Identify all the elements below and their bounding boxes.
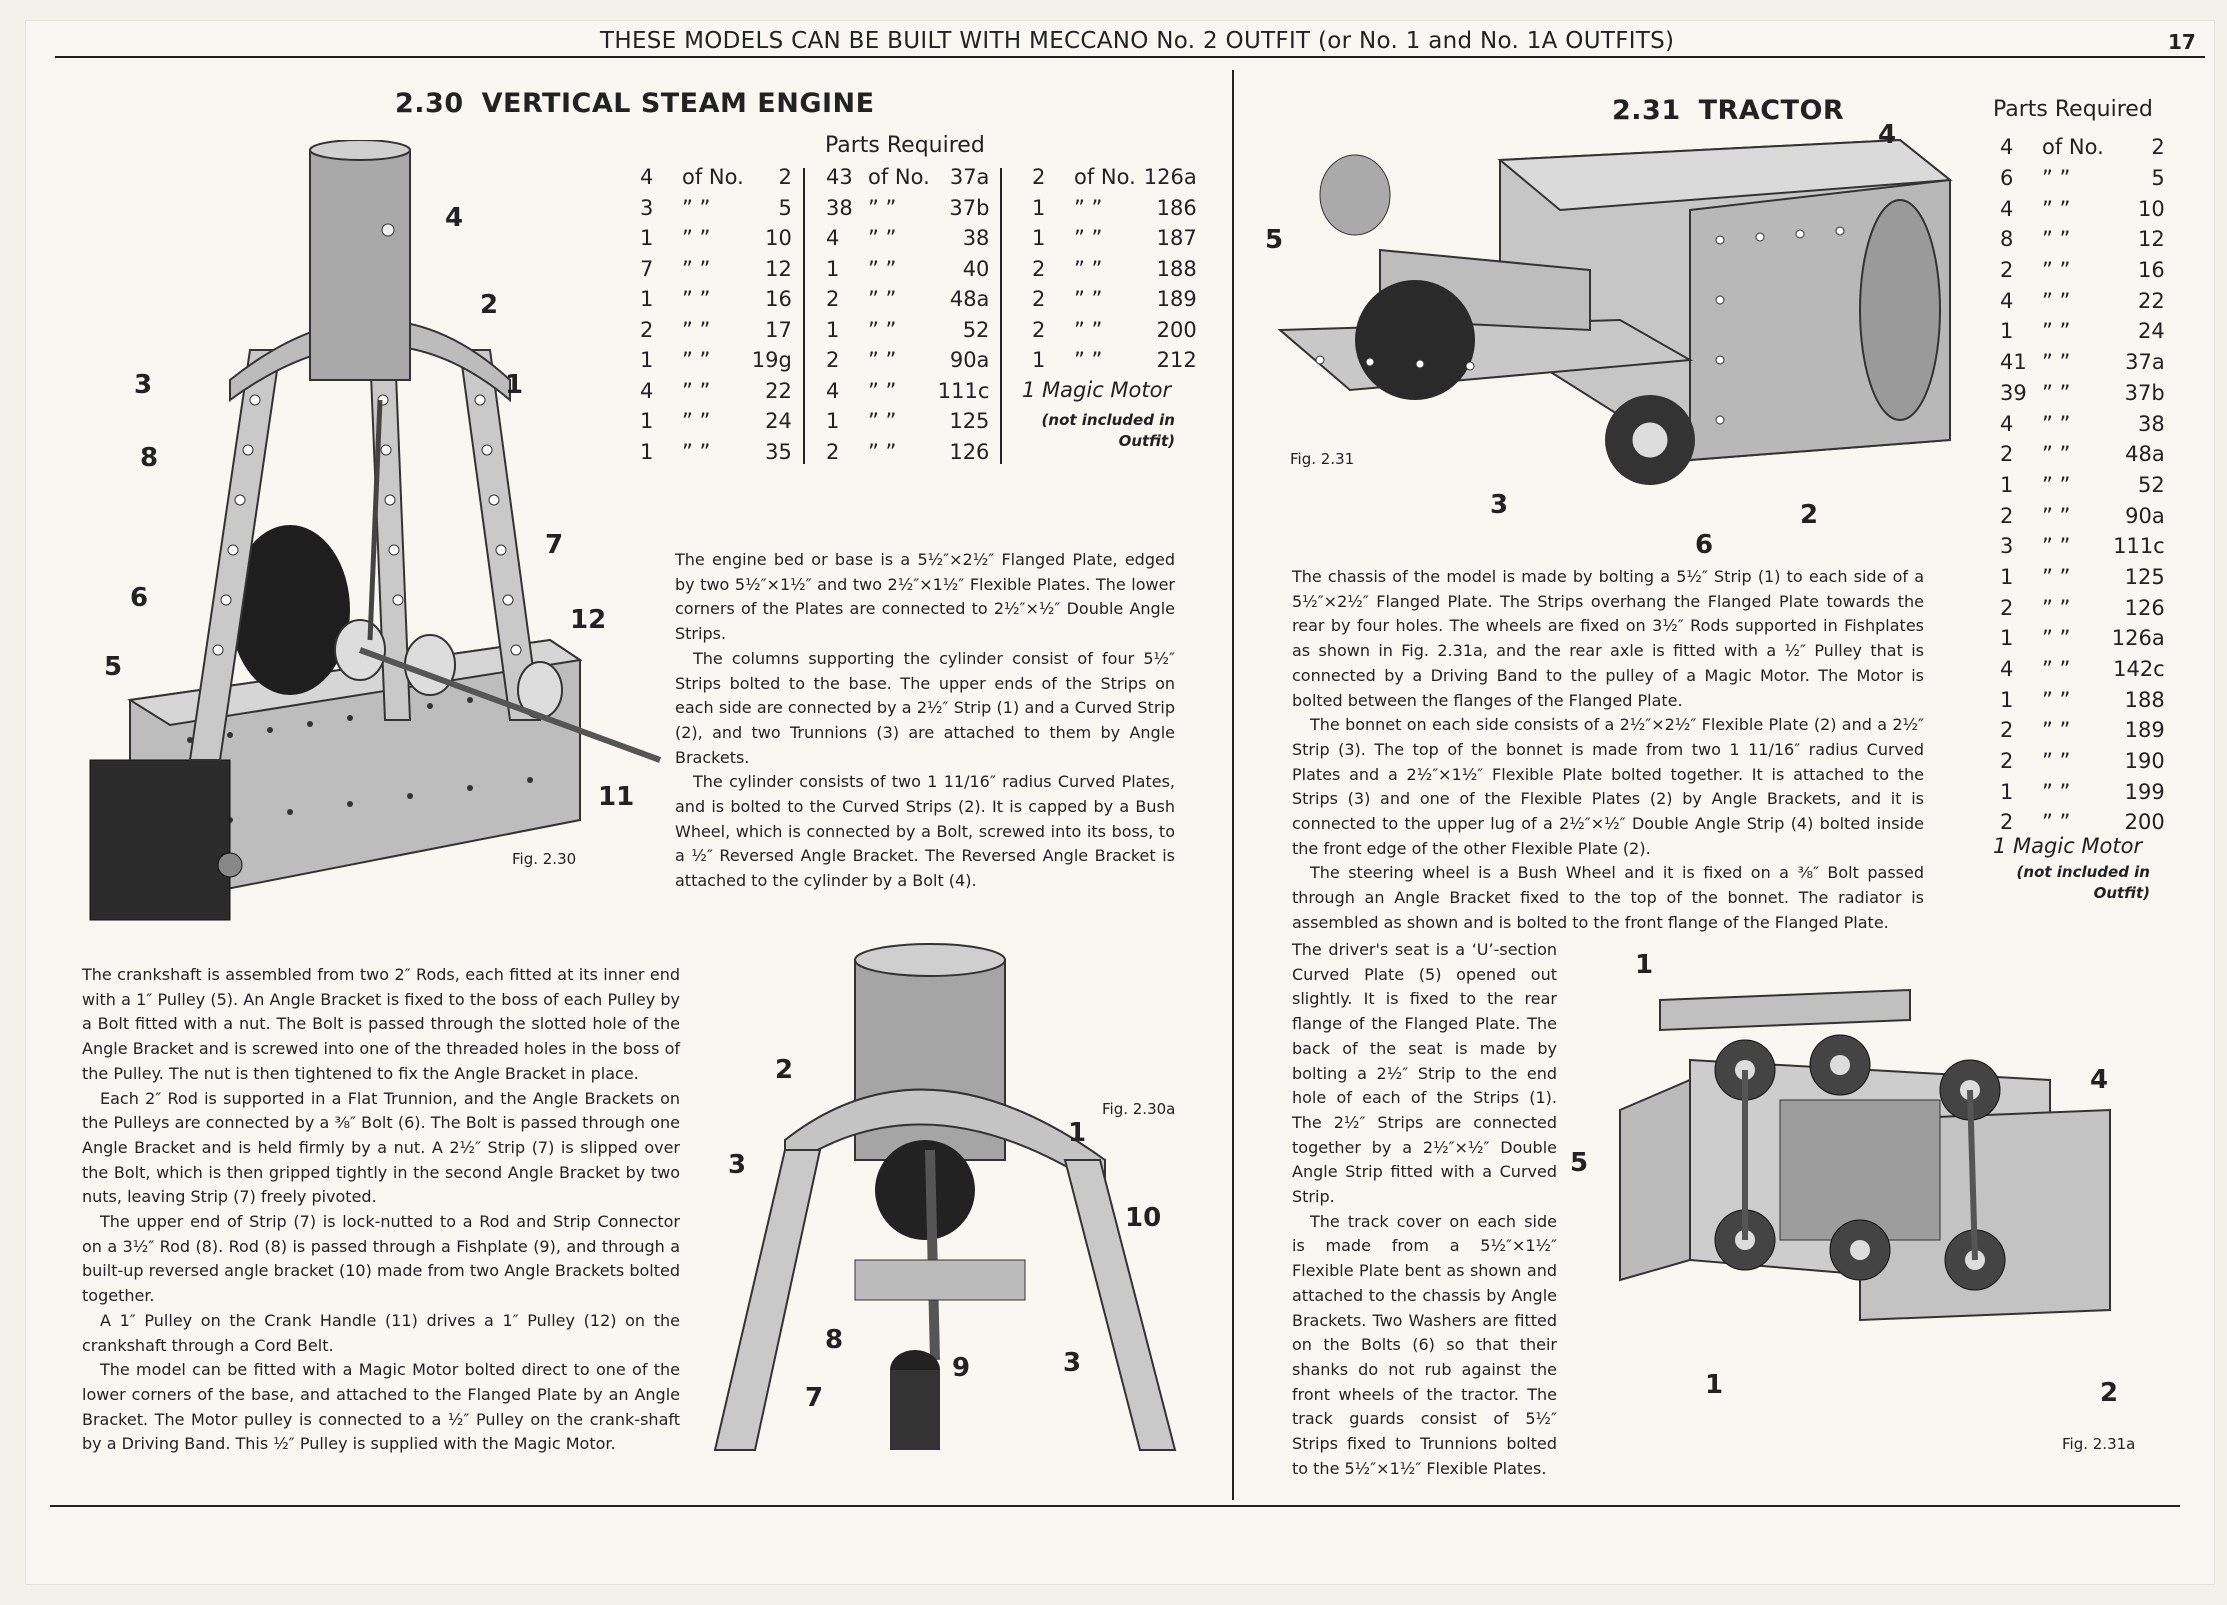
parts-row [1996,193,2169,224]
fig-2-30-callout: 12 [570,605,607,635]
figure-2-31-tractor [1260,100,1980,500]
engine-name: VERTICAL STEAM ENGINE [481,88,875,119]
part-of-no: ” ” [682,226,711,251]
part-of-no: ” ” [2042,718,2071,743]
fig-2-31a-callout: 1 [1705,1370,1724,1400]
engine-motor-label: 1 Magic Motor [1022,378,1172,402]
parts-row [822,193,993,224]
part-quantity: 4 [2000,411,2014,436]
fig-2-31-callout: 2 [1800,500,1819,530]
fig-2-30a-callout: 2 [775,1055,794,1085]
tractor-parts-list [1996,132,2169,838]
part-of-no: ” ” [2042,166,2071,191]
part-number: 188 [2124,687,2165,712]
part-of-no: ” ” [868,226,897,251]
part-of-no: ” ” [868,348,897,373]
parts-row [1028,162,1201,193]
parts-row [1996,562,2169,593]
part-number: 40 [962,256,990,281]
part-quantity: 1 [1032,226,1046,251]
parts-row [1996,684,2169,715]
parts-row [1028,315,1201,346]
part-number: 199 [2124,779,2165,804]
part-number: 48a [2125,442,2165,467]
engine-parts-col3 [1028,162,1201,376]
part-quantity: 4 [826,378,840,403]
part-number: 186 [1156,195,1197,220]
part-number: 189 [2124,718,2165,743]
part-quantity: 3 [2000,534,2014,559]
part-number: 48a [949,287,990,312]
part-of-no: of No. [682,165,744,190]
part-quantity: 1 [2000,687,2014,712]
parts-divider [803,168,805,464]
part-quantity: 1 [640,226,654,251]
fig-2-30-label: Fig. 2.30 [512,850,577,868]
parts-row [1028,254,1201,285]
part-of-no: ” ” [2042,657,2071,682]
parts-row [822,315,993,346]
part-number: 16 [765,287,792,312]
fig-2-30a-callout: 9 [952,1353,971,1383]
part-of-no: ” ” [1074,287,1103,312]
figure-2-30-steam-engine [70,140,670,940]
engine-parts-heading: Parts Required [825,133,985,158]
part-quantity: 4 [826,226,840,251]
part-quantity: 2 [2000,718,2014,743]
part-quantity: 1 [2000,626,2014,651]
fig-2-31-callout: 5 [1265,225,1284,255]
fig-2-30-callout: 2 [480,290,499,320]
part-of-no: ” ” [1074,226,1103,251]
fig-2-30-callout: 6 [130,583,149,613]
part-number: 37b [949,195,990,220]
part-of-no: ” ” [682,409,711,434]
fig-2-31-callout: 4 [1878,120,1897,150]
part-of-no: ” ” [2042,687,2071,712]
part-number: 111c [2113,534,2165,559]
part-quantity: 38 [826,195,853,220]
part-quantity: 6 [2000,166,2014,191]
parts-row [1996,285,2169,316]
tractor-motor-note: (not included in Outfit) [2016,863,2150,902]
part-number: 5 [778,195,792,220]
part-quantity: 1 [826,409,840,434]
fig-2-30-callout: 4 [445,203,464,233]
part-of-no: ” ” [2042,749,2071,774]
part-quantity: 1 [640,439,654,464]
part-number: 5 [2151,166,2165,191]
parts-row [1028,345,1201,376]
part-of-no: ” ” [868,378,897,403]
parts-row [822,284,993,315]
part-number: 12 [2138,227,2165,252]
part-of-no: ” ” [682,348,711,373]
fig-2-30-callout: 11 [598,782,635,812]
fig-2-30a-callout: 7 [805,1383,824,1413]
part-of-no: ” ” [1074,348,1103,373]
parts-row [1996,776,2169,807]
parts-row [1996,715,2169,746]
part-quantity: 7 [640,256,654,281]
part-of-no: ” ” [2042,411,2071,436]
part-number: 35 [765,439,792,464]
part-quantity: 2 [826,287,840,312]
fig-2-31a-callout: 2 [2100,1378,2119,1408]
part-quantity: 8 [2000,227,2014,252]
parts-row [1028,284,1201,315]
part-number: 111c [937,378,990,403]
parts-row [1996,408,2169,439]
part-of-no: ” ” [2042,227,2071,252]
parts-row [1996,592,2169,623]
seat-description: The driver's seat is a ‘U’-section Curved Plate (5) opened out slightly. It is fixed to the rear flange of the Flanged Plate. The back of the seat is made by bolting a 2½″ Strip to the end hole of each of the Strips (1). The 2½″ Strips are connected together by a 2½″×½″ Double Angle Strip fitted with a Curved Strip. The track cover on each side is made from a 5½″×1½″ Flexible Plate bent as shown and attached to the chassis by Angle Brackets. Two Washers are fitted on the Bolts (6) so that their shanks do not rub against the front wheels of the tractor. The track guards consist of 5½″ Strips fixed to Trunnions bolted to the 5½″×1½″ Flexible Plates. [1292,940,1557,1478]
part-number: 126a [2111,626,2165,651]
part-of-no: ” ” [2042,534,2071,559]
parts-row [1028,223,1201,254]
tractor-parts-heading: Parts Required [1993,97,2153,122]
tractor-motor-label: 1 Magic Motor [1993,834,2143,858]
part-quantity: 43 [826,165,853,190]
part-of-no: ” ” [1074,317,1103,342]
part-quantity: 2 [2000,442,2014,467]
part-quantity: 2 [1032,287,1046,312]
fig-2-31a-callout: 1 [1635,950,1654,980]
parts-divider [1000,168,1002,464]
part-number: 212 [1156,348,1197,373]
part-number: 52 [962,317,990,342]
part-number: 37a [949,165,990,190]
part-number: 19g [751,348,792,373]
part-quantity: 2 [826,348,840,373]
engine-parts-col2 [822,162,993,467]
fig-2-31-callout: 3 [1490,490,1509,520]
tractor-number: 2.31 [1612,95,1681,126]
fig-2-30-callout: 5 [104,652,123,682]
engine-number: 2.30 [395,88,464,119]
part-quantity: 4 [2000,657,2014,682]
part-of-no: ” ” [682,317,711,342]
parts-row [1996,623,2169,654]
part-quantity: 1 [2000,319,2014,344]
parts-row [1996,500,2169,531]
part-number: 22 [2138,288,2165,313]
fig-2-30-callout: 8 [140,443,159,473]
parts-row [1996,531,2169,562]
parts-row [1996,163,2169,194]
parts-row [1996,132,2169,163]
fig-2-30a-callout: 8 [825,1325,844,1355]
page-header: THESE MODELS CAN BE BUILT WITH MECCANO No. 2 OUTFIT (or No. 1 and No. 1A OUTFITS) [600,28,1675,54]
part-of-no: ” ” [2042,503,2071,528]
parts-row [1996,439,2169,470]
engine-title [395,88,875,119]
part-number: 126a [1143,165,1197,190]
part-number: 125 [2124,564,2165,589]
fig-2-30a-callout: 3 [728,1150,747,1180]
fig-2-30-callout: 1 [505,370,524,400]
part-number: 200 [2124,810,2165,835]
fig-2-31a-callout: 4 [2090,1065,2109,1095]
fig-2-30a-label: Fig. 2.30a [1102,1100,1176,1118]
part-number: 190 [2124,749,2165,774]
part-of-no: ” ” [868,439,897,464]
parts-row [1996,255,2169,286]
part-quantity: 4 [2000,135,2014,160]
part-of-no: ” ” [868,195,897,220]
part-of-no: of No. [868,165,930,190]
header-rule [55,56,2205,58]
parts-row [1996,378,2169,409]
part-number: 12 [765,256,792,281]
part-of-no: ” ” [2042,350,2071,375]
part-of-no: ” ” [682,195,711,220]
part-quantity: 39 [2000,380,2027,405]
part-of-no: ” ” [2042,595,2071,620]
part-quantity: 2 [640,317,654,342]
part-number: 189 [1156,287,1197,312]
part-number: 2 [778,165,792,190]
page-number: 17 [2168,30,2196,54]
part-number: 125 [949,409,990,434]
crankshaft-description: The crankshaft is assembled from two 2″ Rods, each fitted at its inner end with a 1″ Pulley (5). An Angle Bracket is fixed to the boss of each Pulley by a Bolt fitted with a nut. The Bolt is passed through the slotted hole of the Angle Bracket and is screwed into one of the threaded holes in the boss of the Pulley. The nut is then tightened to fix the Angle Bracket in place. Each 2″ Rod is supported in a Flat Trunnion, and the Angle Brackets on the Pulleys are connected by a ⅜″ Bolt (6). The Bolt is passed through one Angle Bracket and is held firmly by a nut. A 2½″ Strip (7) is slipped over the Bolt, which is then gripped tightly in the second Angle Bracket by two nuts, leaving Strip (7) freely pivoted. The upper end of Strip (7) is lock-nutted to a Rod and Strip Connector on a 3½″ Rod (8). Rod (8) is passed through a Fishplate (9), and through a built-up reversed angle bracket (10) made from two Angle Brackets bolted together. A 1″ Pulley on the Crank Handle (11) drives a 1″ Pulley (12) on the crankshaft through a Cord Belt. The model can be fitted with a Magic Motor bolted direct to one of the lower corners of the base, and attached to the Flanged Plate by an Angle Bracket. The Motor pulley is connected to a ½″ Pulley on the crank-shaft by a Driving Band. This ½″ Pulley is supplied with the Magic Motor. [82,965,680,1454]
part-number: 38 [2138,411,2165,436]
part-quantity: 2 [2000,595,2014,620]
part-of-no: ” ” [868,256,897,281]
part-of-no: of No. [1074,165,1136,190]
part-quantity: 2 [1032,317,1046,342]
part-number: 24 [2138,319,2165,344]
part-quantity: 2 [1032,165,1046,190]
part-quantity: 1 [1032,348,1046,373]
part-number: 37a [2125,350,2165,375]
part-of-no: ” ” [682,287,711,312]
part-number: 24 [765,409,792,434]
part-quantity: 1 [2000,472,2014,497]
part-of-no: ” ” [2042,442,2071,467]
part-of-no: ” ” [868,317,897,342]
part-of-no: ” ” [2042,196,2071,221]
fig-2-30-callout: 7 [545,530,564,560]
part-of-no: ” ” [682,439,711,464]
part-of-no: ” ” [868,409,897,434]
part-of-no: ” ” [2042,288,2071,313]
part-of-no: ” ” [682,378,711,403]
part-quantity: 4 [640,378,654,403]
part-quantity: 3 [640,195,654,220]
part-quantity: 2 [2000,749,2014,774]
fig-2-31-callout: 6 [1695,530,1714,560]
parts-row [822,162,993,193]
fig-2-31-label: Fig. 2.31 [1290,450,1355,468]
part-of-no: ” ” [2042,810,2071,835]
parts-row [1996,746,2169,777]
part-of-no: ” ” [2042,258,2071,283]
part-number: 90a [949,348,990,373]
part-number: 22 [765,378,792,403]
part-number: 126 [2124,595,2165,620]
part-number: 10 [2138,196,2165,221]
engine-description: The engine bed or base is a 5½″×2½″ Flanged Plate, edged by two 5½″×1½″ and two 2½″×1½″ Flexible Plates. The lower corners of the Plates are connected to 2½″×½″ Double Angle Strips. The columns supporting the cylinder consist of four 5½″ Strips bolted to the base. The upper ends of the Strips on each side are connected by a 2½″ Strip (1) and a Curved Strip (2), and two Trunnions (3) are attached to them by Angle Brackets. The cylinder consists of two 1 11/16″ radius Curved Plates, and is bolted to the Curved Strips (2). It is capped by a Bush Wheel, which is connected by a Bolt, screwed into its boss, to a ½″ Reversed Angle Bracket. The Reversed Angle Bracket is attached to the cylinder by a Bolt (4). [675,550,1175,891]
fig-2-30a-callout: 3 [1063,1348,1082,1378]
fig-2-31a-callout: 5 [1570,1148,1589,1178]
parts-row [1996,470,2169,501]
part-quantity: 2 [2000,503,2014,528]
parts-row [822,437,993,468]
part-number: 142c [2113,657,2165,682]
part-of-no: of No. [2042,135,2104,160]
part-of-no: ” ” [2042,626,2071,651]
part-of-no: ” ” [2042,380,2071,405]
tractor-description: The chassis of the model is made by bolting a 5½″ Strip (1) to each side of a 5½″×2½″ Flanged Plate. The Strips overhang the Flanged Plate towards the rear by four holes. The wheels are fixed on 3½″ Rods supported in Fishplates as shown in Fig. 2.31a, and the rear axle is fitted with a ½″ Pulley that is connected by a Driving Band to the pulley of a Magic Motor. The Motor is bolted between the flanges of the Flanged Plate. The bonnet on each side consists of a 2½″×2½″ Flexible Plate (2) and a 2½″ Strip (3). The top of the bonnet is made from two 1 11/16″ radius Curved Plates and a 2½″×1½″ Flexible Plate bolted together. It is attached to the Strips (3) and one of the Flexible Plates (2) by Angle Brackets, and it is connected to the upper lug of a 2½″×½″ Double Angle Strip (4) bolted inside the front edge of the other Flexible Plate (2). The steering wheel is a Bush Wheel and it is fixed on a ⅜″ Bolt passed through an Angle Bracket fixed to the top of the bonnet. The radiator is assembled as shown and is bolted to the front flange of the Flanged Plate. [1292,567,1924,932]
part-of-no: ” ” [2042,779,2071,804]
part-of-no: ” ” [2042,319,2071,344]
part-number: 52 [2138,472,2165,497]
footer-rule [50,1505,2180,1507]
part-quantity: 2 [2000,810,2014,835]
fig-2-30a-callout: 10 [1125,1203,1162,1233]
engine-motor-note: (not included in Outfit) [1041,411,1175,450]
part-number: 188 [1156,256,1197,281]
part-of-no: ” ” [2042,472,2071,497]
tractor-name: TRACTOR [1698,95,1845,126]
part-quantity: 1 [640,287,654,312]
fig-2-31a-label: Fig. 2.31a [2062,1435,2136,1453]
parts-row [822,254,993,285]
parts-row [1996,654,2169,685]
part-of-no: ” ” [1074,195,1103,220]
part-number: 38 [962,226,990,251]
part-quantity: 4 [2000,288,2014,313]
part-number: 187 [1156,226,1197,251]
part-quantity: 1 [1032,195,1046,220]
part-quantity: 1 [640,409,654,434]
part-number: 200 [1156,317,1197,342]
part-quantity: 2 [1032,256,1046,281]
part-quantity: 1 [640,348,654,373]
part-quantity: 4 [2000,196,2014,221]
part-number: 17 [765,317,792,342]
part-quantity: 41 [2000,350,2027,375]
column-divider [1232,70,1234,1500]
part-number: 90a [2125,503,2165,528]
figure-2-31a-underside [1580,960,2140,1400]
part-number: 37b [2124,380,2165,405]
part-quantity: 1 [2000,564,2014,589]
part-number: 2 [2151,135,2165,160]
part-quantity: 1 [2000,779,2014,804]
part-of-no: ” ” [2042,564,2071,589]
part-number: 16 [2138,258,2165,283]
part-quantity: 4 [640,165,654,190]
part-of-no: ” ” [868,287,897,312]
part-quantity: 1 [826,256,840,281]
part-number: 10 [765,226,792,251]
fig-2-30a-callout: 1 [1068,1118,1087,1148]
figure-2-30a-detail [705,940,1185,1460]
fig-2-30-callout: 3 [134,370,153,400]
part-of-no: ” ” [1074,256,1103,281]
parts-row [822,406,993,437]
parts-row [1996,316,2169,347]
parts-row [822,345,993,376]
part-quantity: 2 [2000,258,2014,283]
parts-row [1028,193,1201,224]
parts-row [822,376,993,407]
part-quantity: 2 [826,439,840,464]
part-of-no: ” ” [682,256,711,281]
parts-row [1996,347,2169,378]
parts-row [1996,224,2169,255]
part-quantity: 1 [826,317,840,342]
part-number: 126 [949,439,990,464]
parts-row [822,223,993,254]
